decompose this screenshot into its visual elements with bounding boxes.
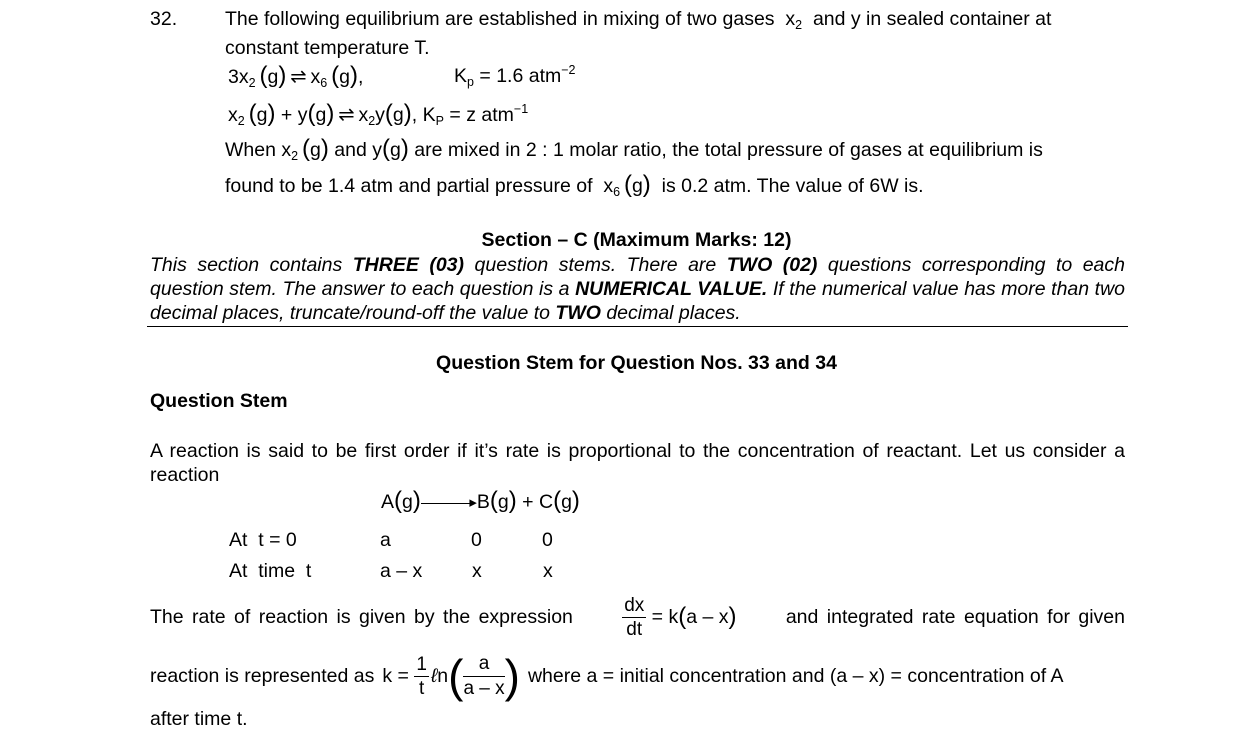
- table-cell: x: [543, 560, 553, 582]
- table-row-label: At time t: [229, 560, 312, 582]
- question-text-line: constant temperature T.: [225, 37, 430, 59]
- table-cell: x: [472, 560, 482, 582]
- table-cell: 0: [471, 529, 482, 551]
- reaction-equation: A(g) ▸ B(g) + C(g): [381, 487, 580, 514]
- rate-formula: $\frac{dx}{dt}$ = k ( a – x ): [624, 594, 737, 640]
- gas-x2: $x_2$: [779, 8, 803, 32]
- stem-paragraph: A reaction is said to be first order if it’s rate is proportional to the concentration of reactant. Let us consider a reaction: [150, 440, 1125, 486]
- question-number: 32.: [150, 8, 178, 30]
- stem-label: Question Stem: [150, 390, 288, 412]
- integrated-formula: k = $\frac{1}{t}$ ℓ n ( $\frac{a}{a - x}$ ): [382, 650, 520, 702]
- integrated-rate-line: reaction is represented as k = $\frac{1}{t}$ ℓ n ( $\frac{a}{a - x}$ ) where a = initial concentration and (a – x) = concentration of A: [150, 650, 1064, 702]
- question-text-line: found to be 1.4 atm and partial pressure of $x_6$ (g) is 0.2 atm. The value of 6W is.: [225, 171, 924, 199]
- kp-expression-1: $K_p = 1.6$ atm$^{-2}$: [454, 63, 576, 89]
- question-text: The following equilibrium are established in mixing of two gases: [225, 8, 775, 30]
- equilibrium-equation-2: $x_2$ (g) + y(g) ⇌ $x_2y(g)$, $K_P = z$ atm$^{-1}$: [228, 100, 529, 128]
- equilibrium-equation-1: $3x_2$ (g) ⇌ $x_6$ (g),: [228, 62, 364, 90]
- rate-expression-line: The rate of reaction is given by the expression $\frac{dx}{dt}$ = k ( a – x ) and integrated rate equation for given: [150, 594, 1125, 640]
- divider: [147, 326, 1128, 327]
- table-cell: a: [380, 529, 391, 551]
- stem-title: Question Stem for Question Nos. 33 and 34: [436, 352, 837, 374]
- question-text: and y in sealed container at: [812, 8, 1052, 30]
- table-row-label: At t = 0: [229, 529, 297, 551]
- section-instructions: This section contains THREE (03) question stems. There are TWO (02) questions corresponding to each question stem. The answer to each question is a NUMERICAL VALUE. If the numerical value has more than two decimal places, truncate/round-off the value to TWO decimal places.: [150, 254, 1126, 324]
- table-cell: a – x: [380, 560, 423, 582]
- stem-text-line: after time t.: [150, 708, 248, 730]
- section-heading: Section – C (Maximum Marks: 12): [481, 229, 792, 251]
- table-cell: 0: [542, 529, 553, 551]
- question-text-line: When $x_2$ (g) and y(g) are mixed in 2 : 1 molar ratio, the total pressure of gases at equilibrium is: [225, 135, 1043, 163]
- question-text-line: [225, 8, 1051, 31]
